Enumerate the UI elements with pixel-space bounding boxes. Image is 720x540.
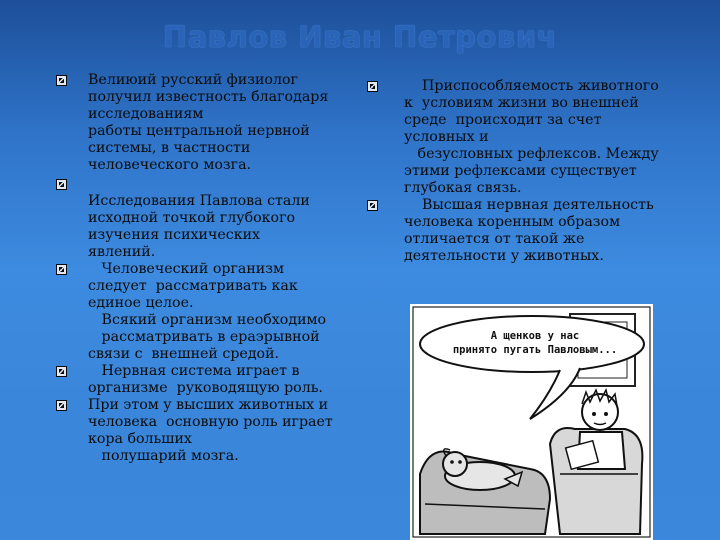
text-line: деятельности у животных.	[404, 248, 604, 264]
text-line: единое целое.	[88, 295, 194, 311]
bullet-icon	[56, 366, 67, 377]
text-line: полушарий мозга.	[88, 448, 239, 464]
text-line: условных и	[404, 129, 489, 145]
list-item	[56, 72, 366, 174]
text-line: Велиюий русский физиолог	[88, 72, 298, 88]
list-item	[56, 397, 366, 465]
list-item	[56, 363, 366, 397]
text-line: При этом у высших животных и	[88, 397, 329, 413]
bullet-icon	[367, 81, 378, 92]
list-item	[56, 261, 366, 363]
text-line: кора больших	[88, 431, 192, 447]
speech-line: А щенков у нас	[490, 330, 580, 342]
text-line: Всякий организм необходимо	[88, 312, 327, 328]
list-item	[56, 176, 366, 193]
text-line: этими рефлексами существует	[404, 163, 637, 179]
text-line: Исследования Павлова стали	[88, 193, 310, 209]
text-line: системы, в частности	[88, 140, 251, 156]
text-line: человека коренным образом	[404, 214, 621, 230]
speech-line: принято пугать Павловым...	[452, 344, 618, 356]
text-line: Человеческий организм	[88, 261, 285, 277]
text-line: Высшая нервная деятельность	[404, 197, 654, 213]
right-text-column	[372, 78, 682, 265]
bullet-icon	[56, 400, 67, 411]
text-line: к условиям жизни во внешней	[404, 95, 639, 111]
text-line: исследованиям	[88, 106, 204, 122]
list-item	[56, 193, 366, 261]
text-line: среде происходит за счет	[404, 112, 602, 128]
cartoon-image	[410, 304, 653, 540]
list-item	[372, 78, 682, 197]
text-line: Приспособляемость животного	[404, 78, 659, 94]
left-text-column	[56, 72, 366, 465]
text-line: рассматривать в ераэрывной	[88, 329, 320, 345]
text-line: связи с внешней средой.	[88, 346, 280, 362]
bullet-icon	[56, 179, 67, 190]
text-line: глубокая связь.	[404, 180, 522, 196]
bullet-icon	[56, 75, 67, 86]
text-line: следует рассматривать как	[88, 278, 298, 294]
text-line: безусловных рефлексов. Между	[404, 146, 659, 162]
text-line: явлений.	[88, 244, 156, 260]
speech-bubble-text	[445, 329, 625, 357]
bullet-icon	[367, 200, 378, 211]
list-item	[372, 197, 682, 265]
text-line: отличается от такой же	[404, 231, 585, 247]
text-line: исходной точкой глубокого	[88, 210, 296, 226]
text-line: изучения психических	[88, 227, 261, 243]
text-line: работы центральной нервной	[88, 123, 310, 139]
page-title: Павлов Иван Петрович	[162, 20, 558, 54]
text-line: Нервная система играет в	[88, 363, 300, 379]
text-line: человека основную роль играет	[88, 414, 333, 430]
text-line: организме руководящую роль.	[88, 380, 323, 396]
text-line: человеческого мозга.	[88, 157, 252, 173]
bullet-icon	[56, 264, 67, 275]
text-line: получил известность благодаря	[88, 89, 329, 105]
